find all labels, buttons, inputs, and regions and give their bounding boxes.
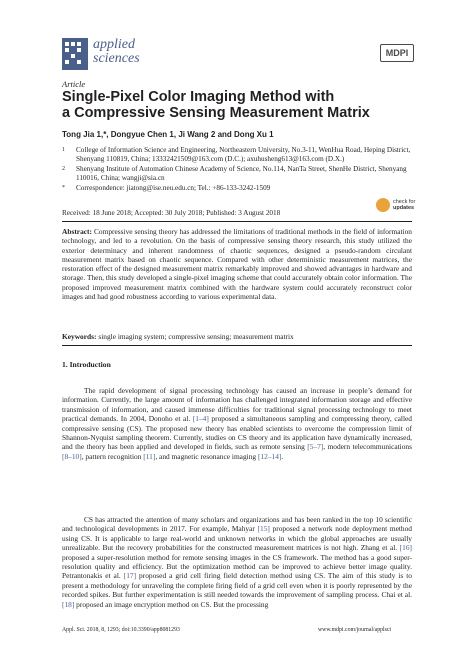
journal-name [93, 38, 140, 66]
citation-link[interactable]: [5–7] [307, 442, 324, 452]
journal-name-line2: sciences [93, 51, 140, 66]
citation-link[interactable]: [8–10] [62, 451, 82, 461]
affiliation-text: College of Information Science and Engineering, Northeastern University, No.3-11, WenHua Road, Heping District, Shenyang 110819, China; 13332421509@163.com (D.C.); axuhusheng613@163.com (D.X.) [76, 146, 411, 163]
keywords [62, 332, 412, 341]
check-updates-label: check for updates [393, 199, 416, 211]
section-title: 1. Introduction [62, 360, 111, 369]
paper-title-line2: a Compressive Sensing Measurement Matrix [62, 105, 370, 121]
affiliations [62, 146, 412, 194]
abstract [62, 227, 412, 301]
keywords-label: Keywords: [62, 332, 97, 341]
citation-link[interactable]: [18] [62, 599, 75, 609]
check-for-updates-badge[interactable] [376, 197, 424, 215]
citation-link[interactable]: [11] [143, 451, 156, 461]
publication-dates: Received: 18 June 2018; Accepted: 30 July 2018; Published: 3 August 2018 [62, 209, 281, 217]
affiliation-text: Shenyang Institute of Automation Chinese Academy of Science, No.114, NanTa Street, ShenHe District, Shenyang 110016, China; wangji@sia.cn [76, 165, 407, 182]
citation-link[interactable]: [12–14] [257, 451, 282, 461]
abstract-text: Compressive sensing theory has addressed the limitations of traditional methods in the field of information technology, and led to a revolution. On the basis of compressive sensing theory research, this study utilized the exterior determinacy and inherent randomness of chaotic sequences, designed a pseudo-random circulant measurement matrix based on chaotic sequence. Compared with other deterministic measurement matrices, the restoration effect of the designed measurement matrix remarkably improved and showed advantages in hardware and storage. Then, this study developed a single-pixel imaging scheme that could accurately obtain color information. The proposed improved measurement matrix combined with the hardware system could accurately reconstruct color images and had good robustness according to various experimental data. [62, 227, 412, 302]
citation-link[interactable]: [15] [257, 524, 270, 534]
correspondence-text: Correspondence: jiatong@ise.neu.edu.cn; Tel.: +86-133-3242-1509 [76, 184, 271, 192]
publisher-logo: MDPI [380, 44, 414, 62]
affiliation-mark: 1 [62, 147, 65, 153]
citation-link[interactable]: [16] [399, 543, 412, 553]
article-type: Article [62, 79, 86, 89]
affiliation-mark: 2 [62, 166, 65, 172]
paper-title-line1: Single-Pixel Color Imaging Method with [62, 89, 335, 105]
intro-paragraph-2: CS has attracted the attention of many scholars and organizations and has been ranked in the top 10 scientific and technological developments in 2017. For example, Mahyar [15] proposed a network node deployment method using CS. It is applicable to large real-world and unknown networks in which the global approaches are usually unrealizable. But the recovery probabilities for the constructed measurement matrices is not high. Zhang et al. [16] proposed a super-resolution method for remote sensing images in the CS framework. The method has a good super-resolution quality and efficiency. But the optimization method can be improved to achieve better image quality. Petrantonakis et al. [17] proposed a grid cell firing field detection method using CS. The aim of this study is to present a methodology for unraveling the complete firing field of a grid cell even when it is poorly represented by the recorded spikes. But further experimentation is still needed towards the improvement of sampling process. Chai et al. [18] proposed an image encryption method on CS. But the processing [62, 515, 412, 609]
divider-top [62, 221, 412, 222]
affiliation-1 [62, 146, 412, 164]
affiliation-2 [62, 165, 412, 183]
check-updates-icon [376, 198, 390, 212]
keywords-text: single imaging system; compressive sensing; measurement matrix [96, 332, 294, 341]
footer-citation: Appl. Sci. 2018, 8, 1293; doi:10.3390/app8081293 [62, 627, 180, 633]
footer-journal-url[interactable]: www.mdpi.com/journal/applsci [318, 627, 392, 633]
journal-name-line1: applied [93, 37, 135, 52]
abstract-label: Abstract: [62, 227, 92, 236]
citation-link[interactable]: [1–4] [192, 414, 209, 424]
citation-link[interactable]: [17] [123, 571, 137, 581]
correspondence [62, 184, 412, 193]
divider-bottom [62, 345, 412, 346]
paper-title [62, 89, 402, 121]
journal-logo-icon [62, 38, 88, 70]
author-list: Tong Jia 1,*, Dongyue Chen 1, Ji Wang 2 and Dong Xu 1 [62, 130, 274, 139]
affiliation-mark: * [62, 185, 65, 191]
intro-paragraph-1: The rapid development of signal processing technology has caused an increase in people’s demand for information. Currently, the large amount of information has challenged integrated information storage and effective transmission of information, and caused immense difficulties for traditional signal processing technology to meet practical demands. In 2004, Donoho et al. [1–4] proposed a simultaneous sampling and compressing theory, called compressive sensing (CS). The proposed new theory has enabled scientists to overcome the compression limit of Shannon-Nyquist sampling theorem. Currently, studies on CS theory and its application have dynamically increased, and the theory has been applied and developed in fields, such as remote sensing [5–7], modern telecommunications [8–10], pattern recognition [11], and magnetic resonance imaging [12–14]. [62, 386, 412, 461]
